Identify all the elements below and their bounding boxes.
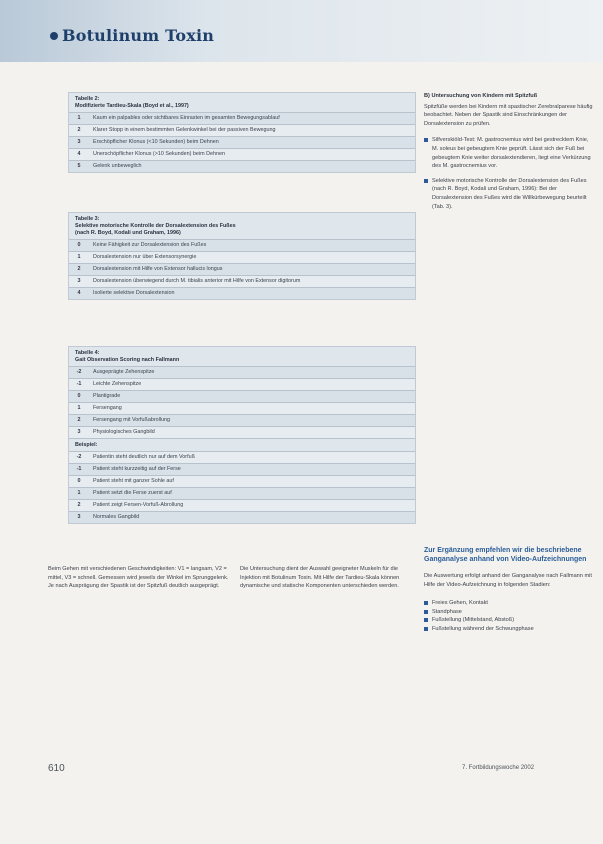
table-2 (68, 92, 416, 173)
table-row: 2 Dorsalextension mit Hilfe von Extensor hallucis longus (69, 263, 415, 275)
table-3-subtitle: (nach R. Boyd, Kodali und Graham, 1996) (75, 230, 181, 236)
table-row: 1 Patient setzt die Ferse zuerst auf (69, 487, 415, 499)
table-2-title: Modifizierte Tardieu-Skala (Boyd et al., 1997) (75, 103, 189, 109)
table-row: 1 Dorsalextension nur über Extensorsynergie (69, 251, 415, 263)
table-4 (68, 346, 416, 524)
bullet-icon (424, 618, 428, 622)
table-row: 0 Patient steht mit ganzer Sohle auf (69, 475, 415, 487)
table-4-caption: Tabelle 4: (75, 350, 100, 356)
bullet-icon (424, 138, 428, 142)
bullet-icon (424, 610, 428, 614)
table-row: -2 Ausgeprägte Zehenspitze (69, 366, 415, 378)
table-row: 3 Normales Gangbild (69, 511, 415, 523)
table-row: 4 Unerschöpflicher Klonus (>10 Sekunden) beim Dehnen (69, 148, 415, 160)
table-3-caption: Tabelle 3: (75, 216, 100, 222)
list-item: Fußstellung (Mittelstand, Abstoß) (424, 616, 594, 625)
table-row: 2 Fersengang mit Vorfußabrollung (69, 414, 415, 426)
bullet-icon (424, 601, 428, 605)
table-row: 2 Patient zeigt Fersen-Vorfuß-Abrollung (69, 499, 415, 511)
right-column (424, 92, 594, 211)
table-row: 0 Plantigrade (69, 390, 415, 402)
page-title: Botulinum Toxin (62, 26, 215, 45)
list-item: Standphase (424, 608, 594, 617)
table-row: -2 Patientin steht deutlich nur auf dem Vorfuß (69, 451, 415, 463)
table-row: 0 Keine Fähigkeit zur Dorsalextension des Fußes (69, 239, 415, 251)
list-item: Fußstellung während der Schwungphase (424, 625, 594, 634)
list-item: Freies Gehen, Kontakt (424, 599, 594, 608)
table-row: 5 Gelenk unbeweglich (69, 160, 415, 172)
bullet-icon (424, 179, 428, 183)
paragraph: Beim Gehen mit verschiedenen Geschwindigkeiten: V1 = langsam, V2 = mittel, V3 = schnell. Gemessen wird jeweils der Winkel im Sprunggelenk. Je nach Ausprägung der Spastik ist der Spitzfuß deutlich ausgeprägt. (48, 566, 229, 590)
left-column (48, 565, 233, 593)
table-3 (68, 212, 416, 300)
table-row: 1 Kaum ein palpables oder sichtbares Einrasten im gesamten Bewegungsablauf (69, 112, 415, 124)
list-item: Selektive motorische Kontrolle der Dorsalextension des Fußes (nach R. Boyd, Kodali und Graham, 1996): Bei der Dorsalextension des Fußes wird die Willkürbewegung beurteilt (Tab. 3). (424, 177, 594, 211)
table-row: 3 Physiologisches Gangbild (69, 426, 415, 438)
highlight-heading: Zur Ergänzung empfehlen wir die beschriebene Ganganalyse anhand von Video-Aufzeichnungen (424, 547, 587, 563)
list-item: Silfverskiöld-Test: M. gastrocnemius wird bei gestrecktem Knie, M. soleus bei gebeugtem Knie geprüft. Lässt sich der Fuß bei gebeugtem Knie weiter dorsalextendieren, liegt eine Verkürzung des M. gastrocnemius vor. (424, 136, 594, 170)
paragraph: Die Auswertung erfolgt anhand der Ganganalyse nach Fallmann mit Hilfe der Video-Aufzeichnung in folgenden Stadien: (424, 573, 592, 588)
table-row: -1 Leichte Zehenspitze (69, 378, 415, 390)
middle-column (240, 565, 410, 593)
table-2-caption: Tabelle 2: (75, 96, 100, 102)
section-heading: B) Untersuchung von Kindern mit Spitzfuß (424, 93, 538, 99)
bullet-icon (424, 627, 428, 631)
table-row: 4 Isolierte selektive Dorsalextension (69, 287, 415, 299)
table-row: 3 Dorsalextension überwiegend durch M. tibialis anterior mit Hilfe von Extensor digitorum (69, 275, 415, 287)
footer-text: 7. Fortbildungswoche 2002 (462, 765, 535, 771)
table-row: 3 Erschöpflicher Klonus (<10 Sekunden) beim Dehnen (69, 136, 415, 148)
right-column-lower (424, 546, 594, 634)
page-number: 610 (48, 763, 65, 774)
paragraph: Die Untersuchung dient der Auswahl geeigneter Muskeln für die Injektion mit Botulinum Toxin. Mit Hilfe der Tardieu-Skala können dynamische und statische Komponenten unterschieden werden. (240, 566, 400, 590)
bullet-icon (50, 32, 58, 40)
table-row: -1 Patient steht kurzzeitig auf der Ferse (69, 463, 415, 475)
table-3-title: Selektive motorische Kontrolle der Dorsalextension des Fußes (75, 223, 236, 229)
table-4-title: Gait Observation Scoring nach Fallmann (75, 357, 180, 363)
table-row: 1 Fersengang (69, 402, 415, 414)
table-4-note-title: Beispiel: (69, 438, 415, 451)
paragraph: Spitzfüße werden bei Kindern mit spastischer Zerebralparese häufig beobachtet. Neben der Spastik sind Einschränkungen der Dorsalextension zu prüfen. (424, 103, 593, 127)
table-row: 2 Klarer Stopp in einem bestimmten Gelenkwinkel bei der passiven Bewegung (69, 124, 415, 136)
